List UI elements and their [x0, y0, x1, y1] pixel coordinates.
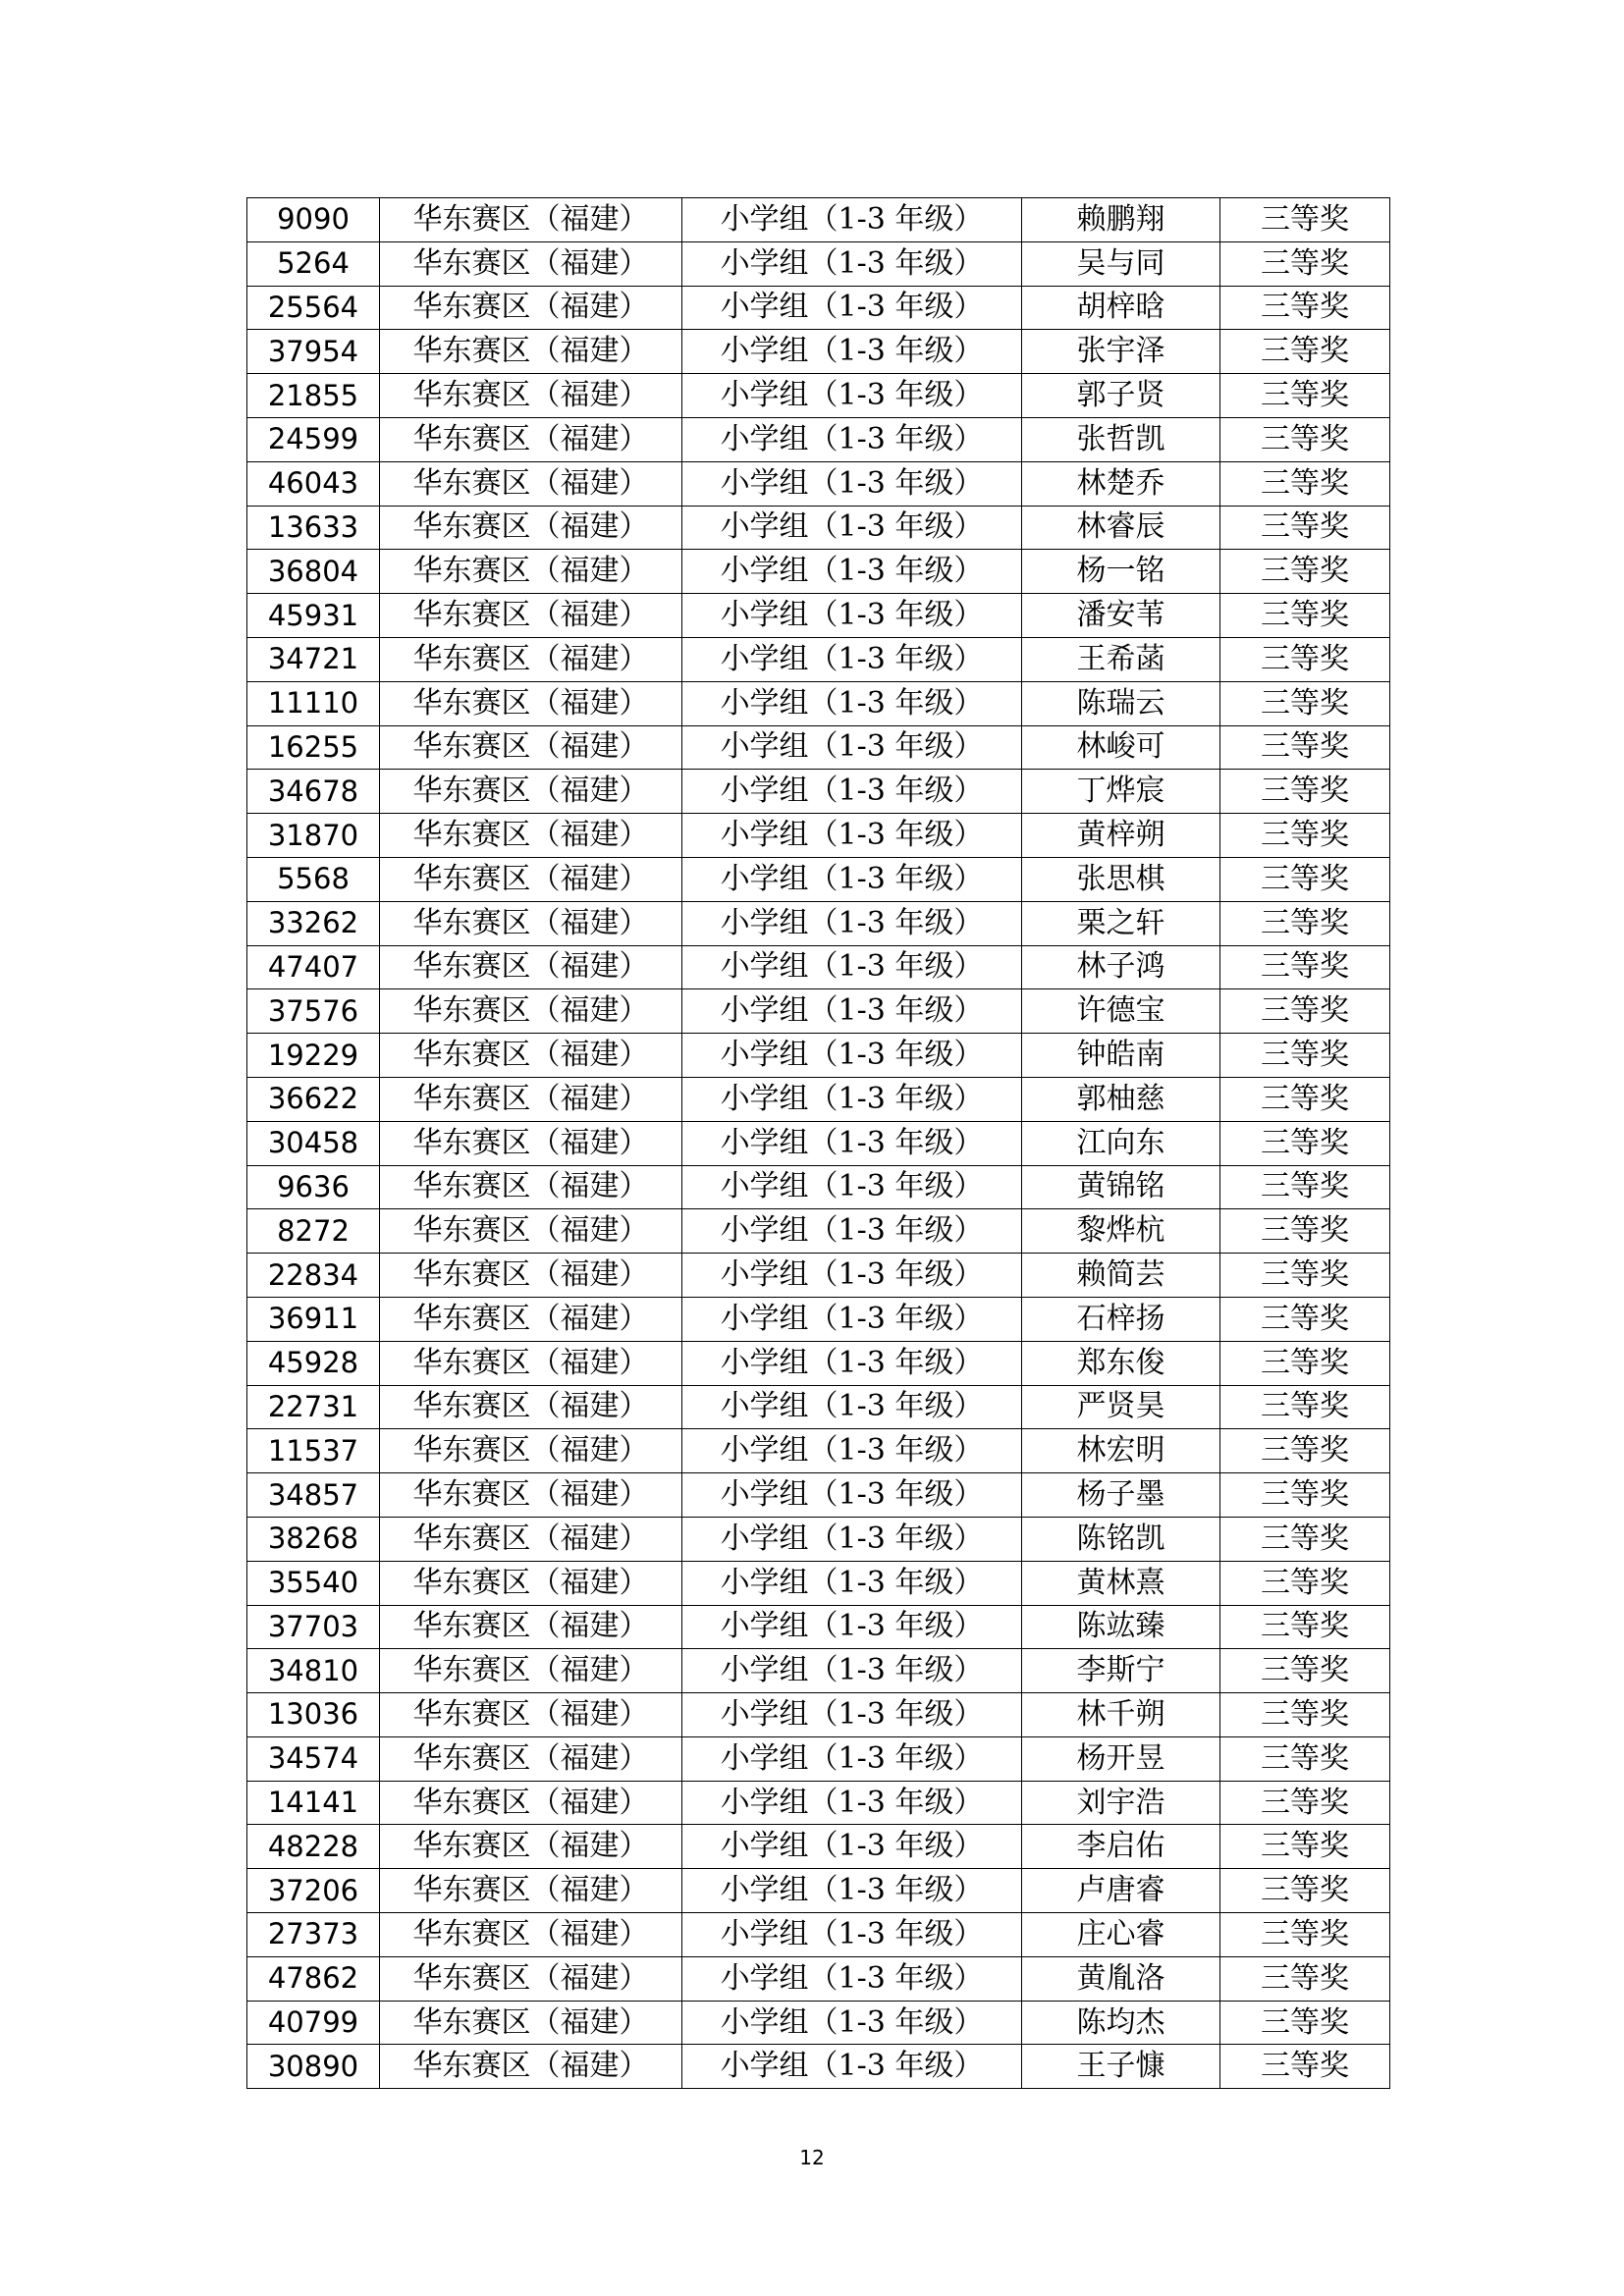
table-row	[247, 637, 1390, 681]
table-row	[247, 1077, 1390, 1121]
table-row	[247, 901, 1390, 945]
region-cell: 华东赛区（福建）	[380, 1649, 682, 1693]
region-cell: 华东赛区（福建）	[380, 1165, 682, 1209]
table-row	[247, 1517, 1390, 1561]
table-row	[247, 2045, 1390, 2089]
region-cell: 华东赛区（福建）	[380, 945, 682, 989]
group-cell: 小学组（1-3 年级）	[682, 1561, 1022, 1605]
participant-id-cell: 9090	[247, 198, 380, 242]
table-row	[247, 1825, 1390, 1869]
group-cell: 小学组（1-3 年级）	[682, 1825, 1022, 1869]
table-row	[247, 989, 1390, 1034]
region-cell: 华东赛区（福建）	[380, 330, 682, 374]
region-cell: 华东赛区（福建）	[380, 417, 682, 461]
award-cell: 三等奖	[1220, 594, 1390, 638]
award-cell: 三等奖	[1220, 814, 1390, 858]
group-cell: 小学组（1-3 年级）	[682, 461, 1022, 506]
participant-name-cell: 卢唐睿	[1022, 1869, 1220, 1913]
group-cell: 小学组（1-3 年级）	[682, 286, 1022, 330]
region-cell: 华东赛区（福建）	[380, 1736, 682, 1781]
award-cell: 三等奖	[1220, 901, 1390, 945]
participant-id-cell: 36911	[247, 1297, 380, 1341]
participant-name-cell: 吴与同	[1022, 241, 1220, 286]
award-cell: 三等奖	[1220, 1254, 1390, 1298]
group-cell: 小学组（1-3 年级）	[682, 1869, 1022, 1913]
participant-id-cell: 13036	[247, 1693, 380, 1737]
participant-id-cell: 34574	[247, 1736, 380, 1781]
group-cell: 小学组（1-3 年级）	[682, 1341, 1022, 1385]
table-row	[247, 241, 1390, 286]
participant-id-cell: 34810	[247, 1649, 380, 1693]
group-cell: 小学组（1-3 年级）	[682, 1517, 1022, 1561]
participant-id-cell: 24599	[247, 417, 380, 461]
participant-name-cell: 林千朔	[1022, 1693, 1220, 1737]
group-cell: 小学组（1-3 年级）	[682, 1605, 1022, 1649]
region-cell: 华东赛区（福建）	[380, 506, 682, 550]
award-cell: 三等奖	[1220, 1209, 1390, 1254]
participant-name-cell: 林峻可	[1022, 725, 1220, 770]
group-cell: 小学组（1-3 年级）	[682, 945, 1022, 989]
group-cell: 小学组（1-3 年级）	[682, 1693, 1022, 1737]
participant-name-cell: 林楚乔	[1022, 461, 1220, 506]
page-number: 12	[799, 2146, 825, 2169]
region-cell: 华东赛区（福建）	[380, 1254, 682, 1298]
table-row	[247, 1561, 1390, 1605]
participant-id-cell: 11537	[247, 1429, 380, 1473]
participant-id-cell: 5568	[247, 857, 380, 901]
table-row	[247, 1209, 1390, 1254]
table-row	[247, 857, 1390, 901]
region-cell: 华东赛区（福建）	[380, 461, 682, 506]
award-cell: 三等奖	[1220, 1473, 1390, 1518]
group-cell: 小学组（1-3 年级）	[682, 1956, 1022, 2001]
table-row	[247, 461, 1390, 506]
participant-id-cell: 47862	[247, 1956, 380, 2001]
region-cell: 华东赛区（福建）	[380, 1693, 682, 1737]
award-cell: 三等奖	[1220, 1649, 1390, 1693]
table-row	[247, 1869, 1390, 1913]
group-cell: 小学组（1-3 年级）	[682, 550, 1022, 594]
participant-name-cell: 陈竑臻	[1022, 1605, 1220, 1649]
region-cell: 华东赛区（福建）	[380, 374, 682, 418]
participant-name-cell: 栗之轩	[1022, 901, 1220, 945]
award-cell: 三等奖	[1220, 770, 1390, 814]
region-cell: 华东赛区（福建）	[380, 594, 682, 638]
participant-id-cell: 36622	[247, 1077, 380, 1121]
table-row	[247, 330, 1390, 374]
award-cell: 三等奖	[1220, 374, 1390, 418]
table-row	[247, 1297, 1390, 1341]
participant-name-cell: 张思棋	[1022, 857, 1220, 901]
table-row	[247, 594, 1390, 638]
participant-id-cell: 40799	[247, 2001, 380, 2045]
group-cell: 小学组（1-3 年级）	[682, 725, 1022, 770]
table-row	[247, 1649, 1390, 1693]
award-cell: 三等奖	[1220, 1077, 1390, 1121]
participant-name-cell: 陈铭凯	[1022, 1517, 1220, 1561]
award-cell: 三等奖	[1220, 1429, 1390, 1473]
table-row	[247, 1121, 1390, 1165]
participant-name-cell: 潘安苇	[1022, 594, 1220, 638]
participant-id-cell: 16255	[247, 725, 380, 770]
group-cell: 小学组（1-3 年级）	[682, 901, 1022, 945]
award-cell: 三等奖	[1220, 506, 1390, 550]
participant-name-cell: 刘宇浩	[1022, 1781, 1220, 1825]
participant-id-cell: 21855	[247, 374, 380, 418]
region-cell: 华东赛区（福建）	[380, 1429, 682, 1473]
region-cell: 华东赛区（福建）	[380, 550, 682, 594]
region-cell: 华东赛区（福建）	[380, 1956, 682, 2001]
participant-name-cell: 黄胤洛	[1022, 1956, 1220, 2001]
table-row	[247, 1956, 1390, 2001]
participant-name-cell: 杨一铭	[1022, 550, 1220, 594]
participant-name-cell: 杨子墨	[1022, 1473, 1220, 1518]
group-cell: 小学组（1-3 年级）	[682, 506, 1022, 550]
award-cell: 三等奖	[1220, 461, 1390, 506]
participant-name-cell: 林子鸿	[1022, 945, 1220, 989]
region-cell: 华东赛区（福建）	[380, 637, 682, 681]
group-cell: 小学组（1-3 年级）	[682, 857, 1022, 901]
participant-name-cell: 郑东俊	[1022, 1341, 1220, 1385]
participant-name-cell: 钟皓南	[1022, 1034, 1220, 1078]
group-cell: 小学组（1-3 年级）	[682, 2001, 1022, 2045]
table-row	[247, 1913, 1390, 1957]
participant-name-cell: 王希菡	[1022, 637, 1220, 681]
region-cell: 华东赛区（福建）	[380, 814, 682, 858]
participant-id-cell: 25564	[247, 286, 380, 330]
participant-id-cell: 35540	[247, 1561, 380, 1605]
table-row	[247, 286, 1390, 330]
group-cell: 小学组（1-3 年级）	[682, 2045, 1022, 2089]
group-cell: 小学组（1-3 年级）	[682, 681, 1022, 725]
group-cell: 小学组（1-3 年级）	[682, 594, 1022, 638]
table-row	[247, 1341, 1390, 1385]
table-row	[247, 1693, 1390, 1737]
participant-id-cell: 33262	[247, 901, 380, 945]
group-cell: 小学组（1-3 年级）	[682, 1254, 1022, 1298]
participant-name-cell: 胡梓晗	[1022, 286, 1220, 330]
group-cell: 小学组（1-3 年级）	[682, 1034, 1022, 1078]
award-cell: 三等奖	[1220, 198, 1390, 242]
award-cell: 三等奖	[1220, 1517, 1390, 1561]
results-table-body	[247, 198, 1390, 2089]
participant-id-cell: 13633	[247, 506, 380, 550]
award-cell: 三等奖	[1220, 241, 1390, 286]
award-cell: 三等奖	[1220, 725, 1390, 770]
table-row	[247, 770, 1390, 814]
group-cell: 小学组（1-3 年级）	[682, 1781, 1022, 1825]
participant-id-cell: 34678	[247, 770, 380, 814]
group-cell: 小学组（1-3 年级）	[682, 1736, 1022, 1781]
participant-id-cell: 30890	[247, 2045, 380, 2089]
participant-name-cell: 陈瑞云	[1022, 681, 1220, 725]
participant-name-cell: 李启佑	[1022, 1825, 1220, 1869]
group-cell: 小学组（1-3 年级）	[682, 330, 1022, 374]
participant-id-cell: 8272	[247, 1209, 380, 1254]
table-row	[247, 2001, 1390, 2045]
region-cell: 华东赛区（福建）	[380, 857, 682, 901]
participant-name-cell: 林宏明	[1022, 1429, 1220, 1473]
participant-name-cell: 李斯宁	[1022, 1649, 1220, 1693]
participant-name-cell: 赖简芸	[1022, 1254, 1220, 1298]
participant-id-cell: 45931	[247, 594, 380, 638]
award-cell: 三等奖	[1220, 1693, 1390, 1737]
participant-name-cell: 庄心睿	[1022, 1913, 1220, 1957]
award-cell: 三等奖	[1220, 1913, 1390, 1957]
award-cell: 三等奖	[1220, 1034, 1390, 1078]
region-cell: 华东赛区（福建）	[380, 1605, 682, 1649]
region-cell: 华东赛区（福建）	[380, 241, 682, 286]
award-cell: 三等奖	[1220, 989, 1390, 1034]
region-cell: 华东赛区（福建）	[380, 1209, 682, 1254]
group-cell: 小学组（1-3 年级）	[682, 1165, 1022, 1209]
region-cell: 华东赛区（福建）	[380, 1034, 682, 1078]
participant-id-cell: 31870	[247, 814, 380, 858]
group-cell: 小学组（1-3 年级）	[682, 241, 1022, 286]
region-cell: 华东赛区（福建）	[380, 2045, 682, 2089]
table-row	[247, 1254, 1390, 1298]
participant-name-cell: 黄梓朔	[1022, 814, 1220, 858]
award-cell: 三等奖	[1220, 857, 1390, 901]
region-cell: 华东赛区（福建）	[380, 198, 682, 242]
award-cell: 三等奖	[1220, 1561, 1390, 1605]
award-cell: 三等奖	[1220, 1605, 1390, 1649]
participant-name-cell: 郭柚慈	[1022, 1077, 1220, 1121]
award-cell: 三等奖	[1220, 1385, 1390, 1429]
award-cell: 三等奖	[1220, 417, 1390, 461]
award-cell: 三等奖	[1220, 550, 1390, 594]
group-cell: 小学组（1-3 年级）	[682, 989, 1022, 1034]
region-cell: 华东赛区（福建）	[380, 1781, 682, 1825]
region-cell: 华东赛区（福建）	[380, 1297, 682, 1341]
table-row	[247, 506, 1390, 550]
participant-id-cell: 27373	[247, 1913, 380, 1957]
participant-id-cell: 30458	[247, 1121, 380, 1165]
participant-name-cell: 丁烨宸	[1022, 770, 1220, 814]
award-cell: 三等奖	[1220, 2001, 1390, 2045]
participant-name-cell: 赖鹏翔	[1022, 198, 1220, 242]
award-cell: 三等奖	[1220, 681, 1390, 725]
region-cell: 华东赛区（福建）	[380, 1825, 682, 1869]
participant-id-cell: 34721	[247, 637, 380, 681]
participant-id-cell: 38268	[247, 1517, 380, 1561]
participant-name-cell: 王子慷	[1022, 2045, 1220, 2089]
table-row	[247, 1385, 1390, 1429]
participant-name-cell: 江向东	[1022, 1121, 1220, 1165]
award-cell: 三等奖	[1220, 286, 1390, 330]
table-row	[247, 1165, 1390, 1209]
region-cell: 华东赛区（福建）	[380, 286, 682, 330]
table-row	[247, 681, 1390, 725]
region-cell: 华东赛区（福建）	[380, 1517, 682, 1561]
region-cell: 华东赛区（福建）	[380, 1913, 682, 1957]
participant-name-cell: 黎烨杭	[1022, 1209, 1220, 1254]
table-row	[247, 417, 1390, 461]
participant-id-cell: 14141	[247, 1781, 380, 1825]
group-cell: 小学组（1-3 年级）	[682, 1297, 1022, 1341]
group-cell: 小学组（1-3 年级）	[682, 374, 1022, 418]
participant-name-cell: 张哲凯	[1022, 417, 1220, 461]
participant-id-cell: 11110	[247, 681, 380, 725]
award-cell: 三等奖	[1220, 1165, 1390, 1209]
participant-name-cell: 陈均杰	[1022, 2001, 1220, 2045]
award-cell: 三等奖	[1220, 1825, 1390, 1869]
participant-name-cell: 许德宝	[1022, 989, 1220, 1034]
participant-name-cell: 杨开昱	[1022, 1736, 1220, 1781]
group-cell: 小学组（1-3 年级）	[682, 198, 1022, 242]
participant-id-cell: 46043	[247, 461, 380, 506]
participant-id-cell: 5264	[247, 241, 380, 286]
participant-id-cell: 37576	[247, 989, 380, 1034]
group-cell: 小学组（1-3 年级）	[682, 1649, 1022, 1693]
participant-id-cell: 22731	[247, 1385, 380, 1429]
participant-name-cell: 石梓扬	[1022, 1297, 1220, 1341]
award-cell: 三等奖	[1220, 1781, 1390, 1825]
region-cell: 华东赛区（福建）	[380, 1869, 682, 1913]
participant-name-cell: 郭子贤	[1022, 374, 1220, 418]
table-row	[247, 1473, 1390, 1518]
participant-id-cell: 34857	[247, 1473, 380, 1518]
table-row	[247, 945, 1390, 989]
award-cell: 三等奖	[1220, 1297, 1390, 1341]
award-cell: 三等奖	[1220, 637, 1390, 681]
region-cell: 华东赛区（福建）	[380, 681, 682, 725]
award-cell: 三等奖	[1220, 1736, 1390, 1781]
participant-name-cell: 严贤昊	[1022, 1385, 1220, 1429]
region-cell: 华东赛区（福建）	[380, 725, 682, 770]
participant-id-cell: 47407	[247, 945, 380, 989]
region-cell: 华东赛区（福建）	[380, 901, 682, 945]
award-cell: 三等奖	[1220, 330, 1390, 374]
group-cell: 小学组（1-3 年级）	[682, 1385, 1022, 1429]
region-cell: 华东赛区（福建）	[380, 1077, 682, 1121]
table-row	[247, 1736, 1390, 1781]
group-cell: 小学组（1-3 年级）	[682, 1121, 1022, 1165]
region-cell: 华东赛区（福建）	[380, 1561, 682, 1605]
table-row	[247, 374, 1390, 418]
group-cell: 小学组（1-3 年级）	[682, 770, 1022, 814]
award-cell: 三等奖	[1220, 2045, 1390, 2089]
group-cell: 小学组（1-3 年级）	[682, 1429, 1022, 1473]
table-row	[247, 198, 1390, 242]
table-row	[247, 1429, 1390, 1473]
region-cell: 华东赛区（福建）	[380, 989, 682, 1034]
table-row	[247, 1781, 1390, 1825]
award-cell: 三等奖	[1220, 1121, 1390, 1165]
table-row	[247, 1605, 1390, 1649]
table-row	[247, 1034, 1390, 1078]
participant-id-cell: 37703	[247, 1605, 380, 1649]
group-cell: 小学组（1-3 年级）	[682, 814, 1022, 858]
table-row	[247, 814, 1390, 858]
participant-id-cell: 9636	[247, 1165, 380, 1209]
region-cell: 华东赛区（福建）	[380, 1473, 682, 1518]
region-cell: 华东赛区（福建）	[380, 1385, 682, 1429]
award-cell: 三等奖	[1220, 945, 1390, 989]
region-cell: 华东赛区（福建）	[380, 2001, 682, 2045]
participant-id-cell: 37206	[247, 1869, 380, 1913]
participant-name-cell: 张宇泽	[1022, 330, 1220, 374]
group-cell: 小学组（1-3 年级）	[682, 637, 1022, 681]
group-cell: 小学组（1-3 年级）	[682, 1209, 1022, 1254]
results-table	[246, 197, 1390, 2089]
participant-id-cell: 19229	[247, 1034, 380, 1078]
participant-id-cell: 45928	[247, 1341, 380, 1385]
group-cell: 小学组（1-3 年级）	[682, 417, 1022, 461]
table-row	[247, 725, 1390, 770]
group-cell: 小学组（1-3 年级）	[682, 1473, 1022, 1518]
participant-name-cell: 黄林熹	[1022, 1561, 1220, 1605]
award-cell: 三等奖	[1220, 1869, 1390, 1913]
participant-id-cell: 37954	[247, 330, 380, 374]
group-cell: 小学组（1-3 年级）	[682, 1913, 1022, 1957]
group-cell: 小学组（1-3 年级）	[682, 1077, 1022, 1121]
participant-name-cell: 林睿辰	[1022, 506, 1220, 550]
participant-id-cell: 22834	[247, 1254, 380, 1298]
participant-id-cell: 48228	[247, 1825, 380, 1869]
award-cell: 三等奖	[1220, 1956, 1390, 2001]
participant-name-cell: 黄锦铭	[1022, 1165, 1220, 1209]
region-cell: 华东赛区（福建）	[380, 770, 682, 814]
participant-id-cell: 36804	[247, 550, 380, 594]
region-cell: 华东赛区（福建）	[380, 1341, 682, 1385]
table-row	[247, 550, 1390, 594]
region-cell: 华东赛区（福建）	[380, 1121, 682, 1165]
award-cell: 三等奖	[1220, 1341, 1390, 1385]
